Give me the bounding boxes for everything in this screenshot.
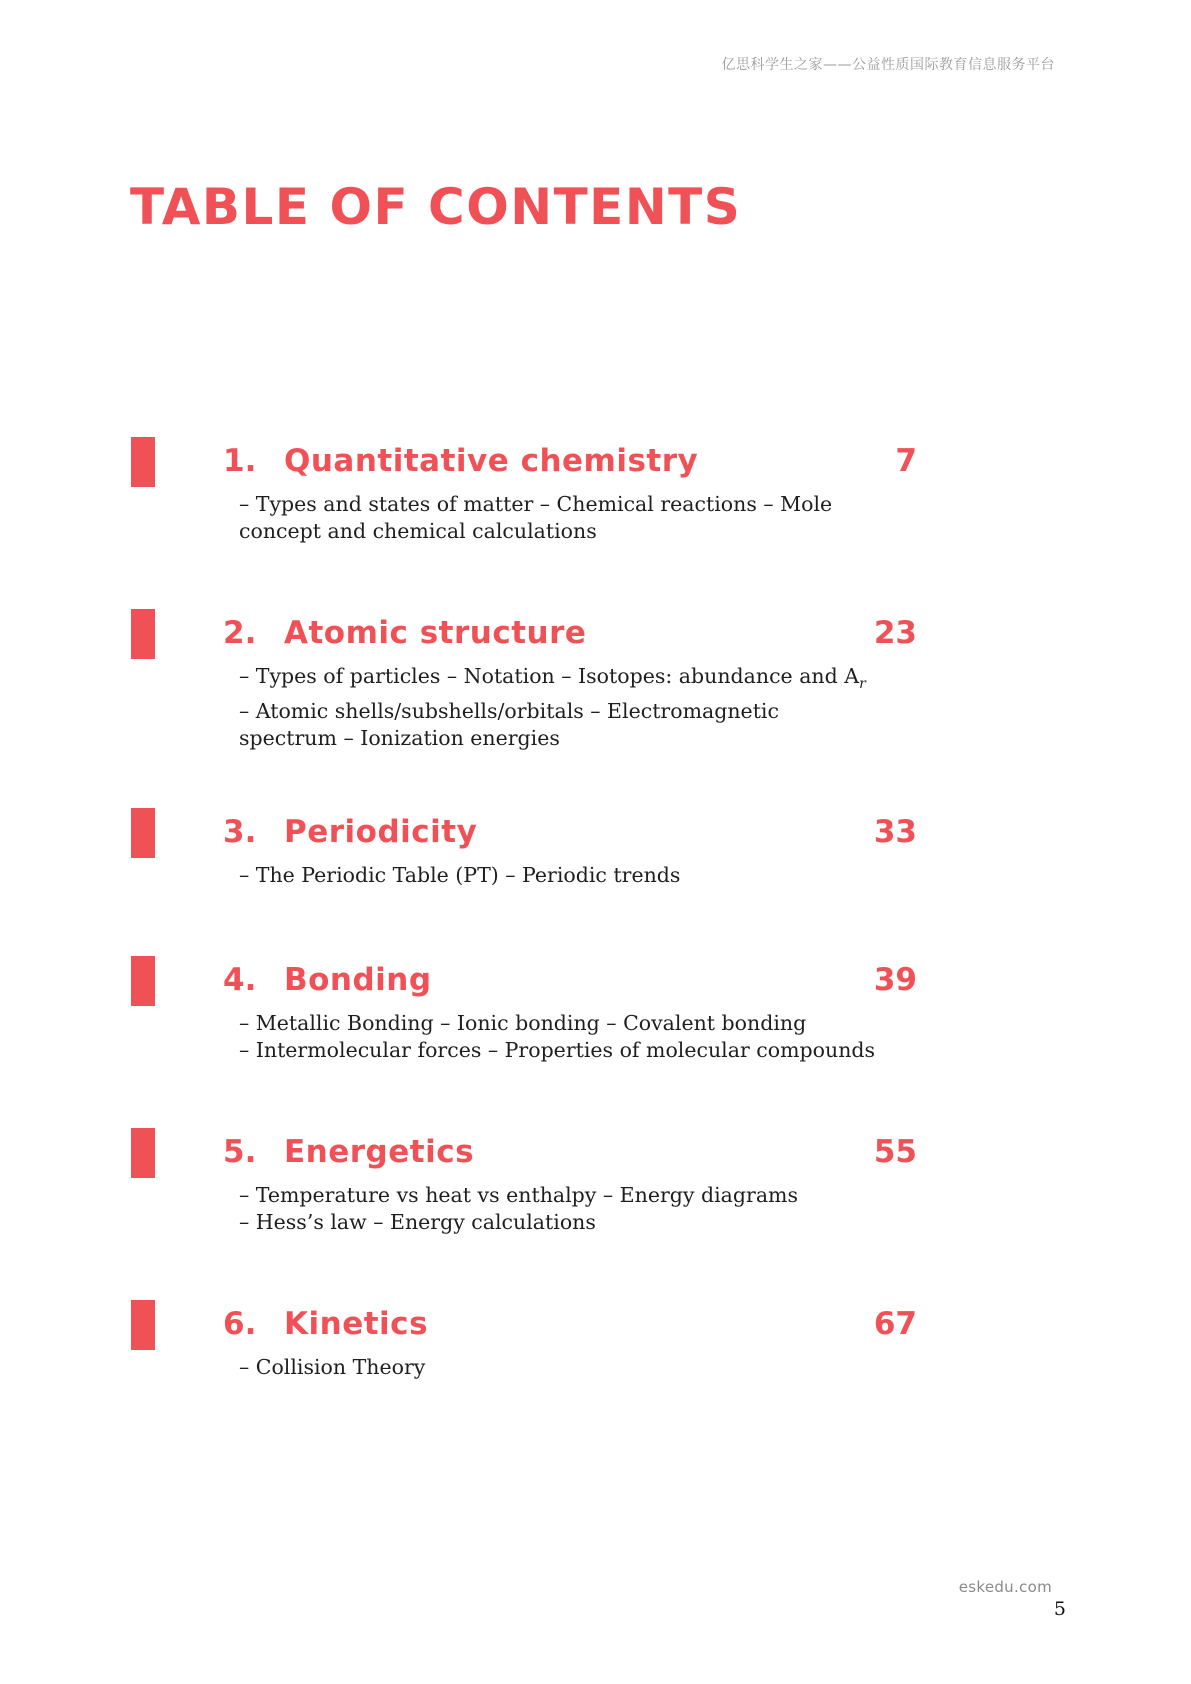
toc-entry-page[interactable]: 55: [873, 1134, 917, 1170]
toc-description-line: – Atomic shells/subshells/orbitals – Electromagnetic: [239, 699, 779, 724]
toc-entry-description: [239, 1182, 839, 1236]
toc-entry-number: 6.: [223, 1306, 257, 1342]
toc-entry-description: [239, 1354, 839, 1381]
toc-entry-page[interactable]: 23: [873, 615, 917, 651]
toc-description-line: – Types and states of matter – Chemical reactions – Mole: [239, 492, 833, 516]
header-site-text: 亿思科学生之家——公益性质国际教育信息服务平台: [721, 57, 1055, 73]
footer-page-number: 5: [1053, 1598, 1066, 1620]
toc-entry-number: 5.: [223, 1134, 257, 1170]
toc-entry-page[interactable]: 7: [895, 443, 917, 479]
toc-marker-bar: [131, 437, 155, 487]
toc-description-line: – Collision Theory: [239, 1355, 426, 1379]
toc-entry-description: [239, 663, 866, 752]
page-title: TABLE OF CONTENTS: [130, 178, 742, 236]
toc-description-line: spectrum – Ionization energies: [239, 726, 560, 751]
toc-marker-bar: [131, 808, 155, 858]
toc-description-line: – Hess’s law – Energy calculations: [239, 1210, 596, 1234]
footer-site-text: eskedu.com: [958, 1578, 1052, 1596]
toc-entry-title[interactable]: Atomic structure: [284, 615, 587, 651]
toc-description-line: – The Periodic Table (PT) – Periodic trends: [239, 863, 681, 887]
toc-marker-bar: [131, 956, 155, 1006]
toc-entry-number: 2.: [223, 615, 257, 651]
toc-description-subscript: r: [859, 676, 866, 693]
toc-entry-description: [239, 491, 839, 545]
toc-marker-bar: [131, 1300, 155, 1350]
toc-description-line: – Temperature vs heat vs enthalpy – Energy diagrams: [239, 1183, 798, 1207]
toc-description-line: [239, 663, 866, 698]
toc-entry-title[interactable]: Periodicity: [284, 814, 478, 850]
toc-description-line: concept and chemical calculations: [239, 519, 597, 543]
toc-description-line: – Metallic Bonding – Ionic bonding – Covalent bonding: [239, 1011, 807, 1035]
toc-entry-number: 4.: [223, 962, 257, 998]
toc-entry-page[interactable]: 39: [873, 962, 917, 998]
toc-entry-title[interactable]: Energetics: [284, 1134, 475, 1170]
toc-marker-bar: [131, 1128, 155, 1178]
toc-entry-number: 3.: [223, 814, 257, 850]
toc-description-line: – Intermolecular forces – Properties of molecular compounds: [239, 1038, 876, 1062]
toc-description-text: – Types of particles – Notation – Isotopes: abundance and A: [239, 664, 860, 688]
toc-entry-number: 1.: [223, 443, 257, 479]
toc-marker-bar: [131, 609, 155, 659]
toc-entry-page[interactable]: 67: [873, 1306, 917, 1342]
toc-entry-title[interactable]: Quantitative chemistry: [284, 443, 699, 479]
toc-entry-title[interactable]: Bonding: [284, 962, 432, 998]
toc-entry-description: [239, 862, 839, 889]
toc-entry-description: [239, 1010, 876, 1064]
toc-entry-page[interactable]: 33: [873, 814, 917, 850]
toc-entry-title[interactable]: Kinetics: [284, 1306, 429, 1342]
